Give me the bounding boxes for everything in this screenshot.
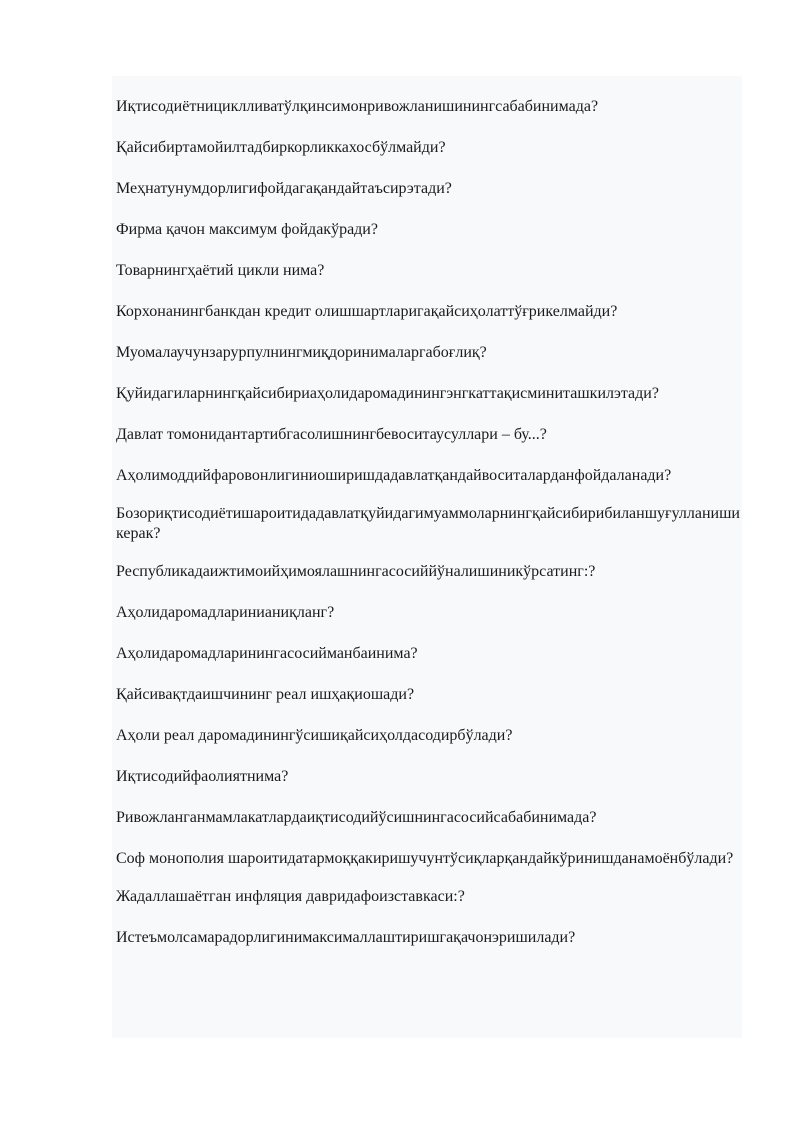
question-11: Бозориқтисодиётишароитидадавлатқуйидагимуаммоларнингқайсибирибиланшуғулланишикерак? — [116, 505, 740, 542]
question-20: Жадаллашаётган инфляция давридафоизставкаси:? — [116, 888, 465, 905]
question-21: Истеъмолсамарадорлигинимаксималлаштиришгақачонэришилади? — [116, 929, 576, 946]
question-19: Соф монополия шароитидатармоққакиришучунтўсиқларқандайкўринишданамоёнбўлади? — [116, 850, 734, 867]
question-14: Аҳолидаромадларинингасосийманбаинима? — [116, 645, 418, 662]
question-13: Аҳолидаромадларинианиқланг? — [116, 604, 335, 621]
question-16: Аҳоли реал даромадинингўсишиқайсиҳолдасодирбўлади? — [116, 727, 513, 744]
question-12: Республикадаижтимоийҳимоялашнингасосиййўналишиникўрсатинг:? — [116, 563, 596, 580]
question-2: Қайсибиртамойилтадбиркорликкахосбўлмайди? — [116, 139, 446, 156]
question-15: Қайсивақтдаишчининг реал ишҳақиошади? — [116, 686, 415, 703]
question-3: Меҳнатунумдорлигифойдагақандайтаъсирэтади? — [116, 180, 452, 197]
question-18: Ривожланганмамлакатлардаиқтисодийўсишнингасосийсабабинимада? — [116, 809, 597, 826]
question-1: Иқтисодиётнициклливатўлқинсимонривожланишинингсабабинимада? — [116, 98, 599, 115]
document-page — [112, 76, 742, 1038]
question-7: Муомалаучунзарурпулнингмиқдоринималаргабоғлиқ? — [116, 344, 487, 361]
question-6: Корхонанингбанкдан кредит олишшартларигақайсиҳолаттўғрикелмайди? — [116, 303, 618, 320]
question-10: Аҳолимоддийфаровонлигиниоширишдадавлатқандайвоситаларданфойдаланади? — [116, 467, 672, 484]
question-17: Иқтисодийфаолиятнима? — [116, 768, 289, 785]
question-8: Қуйидагиларнингқайсибириаҳолидаромадинингэнгкаттақисминиташкилэтади? — [116, 385, 659, 402]
question-4: Фирма қачон максимум фойдакўради? — [116, 221, 378, 238]
question-5: Товарнингҳаётий цикли нима? — [116, 262, 325, 279]
question-9: Давлат томонидантартибгасолишнингбевоситаусуллари – бу...? — [116, 426, 547, 443]
